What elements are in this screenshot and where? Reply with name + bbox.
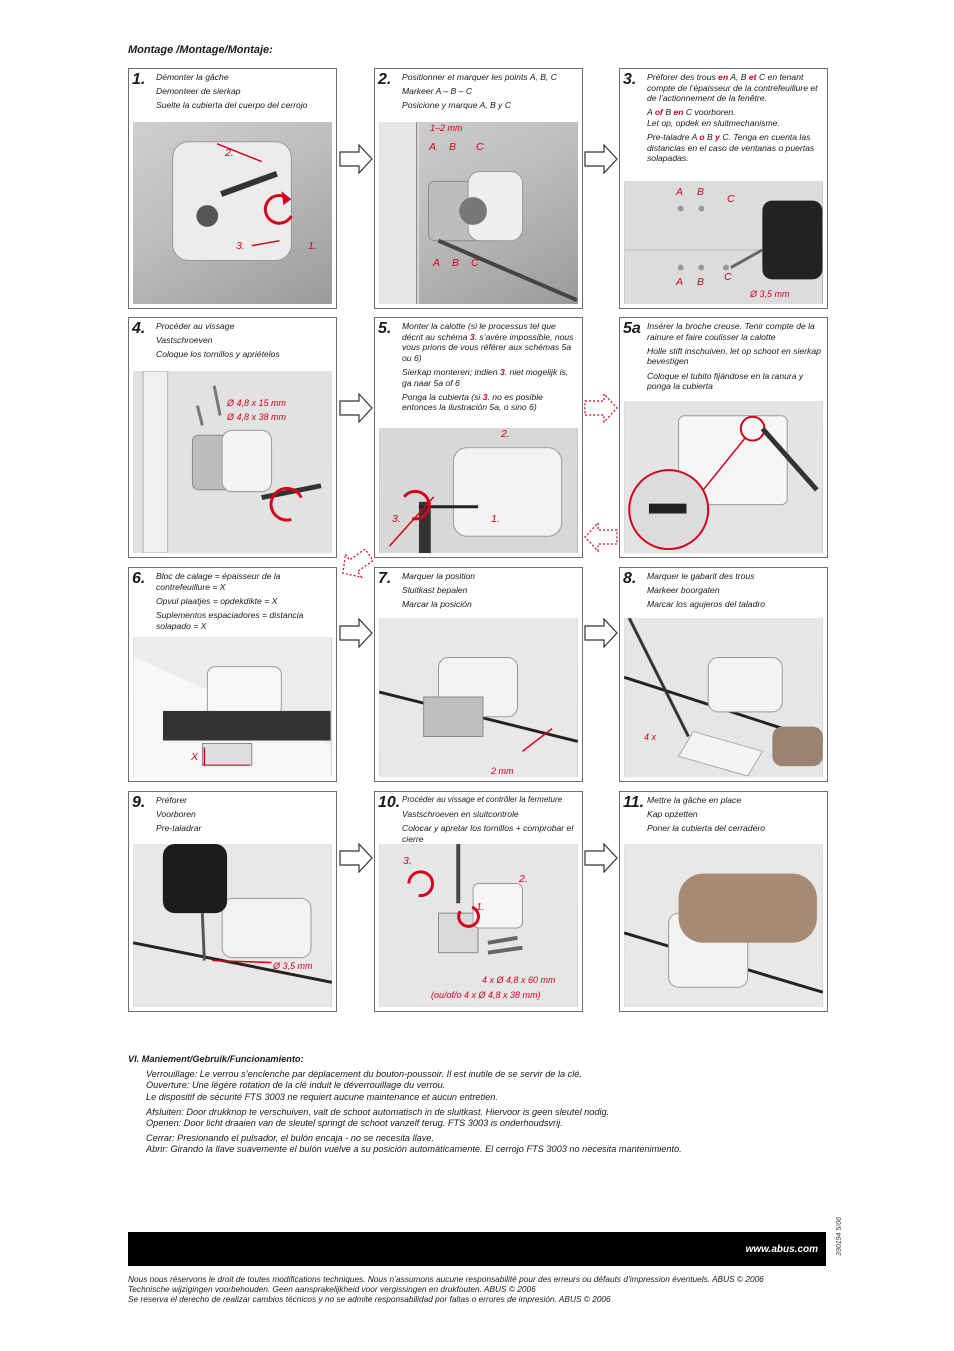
step-number: 7. — [378, 570, 392, 587]
step-number: 11. — [623, 794, 645, 811]
arrow-right-icon — [339, 618, 373, 648]
step-5 — [374, 317, 583, 558]
label-a-bottom: A — [676, 276, 684, 288]
step-text-nl: Opvul plaatjes = opdekdikte = X — [156, 595, 278, 606]
step-number: 6. — [132, 570, 146, 587]
step-text-nl: Vastschroeven — [156, 335, 213, 346]
step-5a-photo — [624, 401, 823, 553]
step-text-fr: Préforer des trous en A, B et C en tenant compte de l’épaisseur de la contrefeuillure et de l’actionnement de la fenêtre. — [647, 72, 818, 104]
step-1-photo — [133, 122, 332, 304]
step-text-nl: Holle stift inschuiven, let op schoot en sierkap bevestigen — [647, 345, 821, 367]
step-number: 5a — [623, 320, 641, 337]
step-text-nl: Vastschroeven en sluitcontrole — [402, 809, 519, 820]
arrow-left-dashed-icon — [584, 522, 618, 552]
handling-section — [128, 1054, 682, 1160]
step-number: 4. — [132, 320, 146, 337]
step-text-es: Posicione y marque A, B y C — [402, 100, 512, 111]
label-screw-38: Ø 4,8 x 38 mm — [227, 412, 287, 422]
step-text-es: Poner la cubierta del cerradero — [647, 823, 765, 834]
label-screws-38: (ou/of/o 4 x Ø 4,8 x 38 mm) — [431, 990, 541, 1000]
step-3-photo — [624, 181, 823, 304]
step-text-es: Coloque los tornillos y apriételos — [156, 349, 280, 360]
step-1 — [128, 68, 337, 309]
label-c-top: C — [727, 193, 735, 205]
arrow-right-dashed-icon — [584, 393, 618, 423]
step-text-nl: Markeer boorgaten — [647, 585, 720, 596]
step-10-photo — [379, 844, 578, 1007]
arrow-right-icon — [339, 843, 373, 873]
label-b-bottom: B — [697, 276, 705, 288]
position-illustration — [379, 618, 578, 777]
label-1: 1. — [476, 901, 485, 913]
arrow-right-icon — [339, 144, 373, 174]
step-2-photo — [379, 122, 578, 304]
step-text-fr: Insérer la broche creuse. Tenir compte de la rainure et faire coulisser la calotte — [647, 321, 815, 342]
label-diameter: Ø 3,5 mm — [750, 289, 790, 299]
step-text-fr: Procéder au vissage et contrôler la fermeture — [402, 795, 563, 804]
step-5a — [619, 317, 828, 558]
section-title: VI. Maniement/Gebruik/Funcionamiento: — [128, 1054, 304, 1064]
step-text-es: Suplementos espaciadores = distancia solapado = X — [156, 609, 304, 631]
handling-nl — [146, 1107, 682, 1129]
footer-bar — [128, 1232, 826, 1266]
label-a-bottom: A — [433, 257, 441, 269]
cover-mounting-illustration — [379, 428, 578, 553]
label-3: 3. — [236, 240, 245, 252]
step-number: 3. — [623, 71, 637, 88]
text-line: Openen: Door licht draaien van de sleutel springt de schoot vanzelf terug. FTS 3003 is onderhoudsvrij. — [146, 1118, 563, 1129]
label-2: 2. — [519, 873, 528, 885]
step-text-es: Marcar los agujeros del taladro — [647, 599, 765, 610]
step-number: 2. — [378, 71, 392, 88]
step-7-photo — [379, 618, 578, 777]
step-text-nl: A of B en C voorboren. — [647, 107, 736, 118]
website-link[interactable]: www.abus.com — [745, 1244, 818, 1255]
cover-placement-illustration — [624, 844, 823, 1007]
step-4 — [128, 317, 337, 558]
label-screw-15: Ø 4,8 x 15 mm — [227, 398, 287, 408]
arrow-right-icon — [339, 393, 373, 423]
step-8-photo — [624, 618, 823, 777]
step-text-nl: Demonteer de sierkap — [156, 86, 241, 97]
arrow-right-icon — [584, 618, 618, 648]
step-number: 10. — [378, 794, 401, 811]
step-number: 5. — [378, 320, 392, 337]
label-c-top: C — [476, 141, 484, 153]
label-3: 3. — [392, 513, 401, 525]
step-9-photo — [133, 844, 332, 1007]
step-6-photo — [133, 637, 332, 777]
step-number: 8. — [623, 570, 637, 587]
label-1: 1. — [308, 240, 317, 252]
step-6 — [128, 567, 337, 782]
page-header: Montage /Montage/Montaje: — [128, 44, 273, 56]
step-text-es: Coloque el tubito fijándose en la ranura y ponga la cubierta — [647, 370, 804, 392]
step-text-es: Suelte la cubierta del cuerpo del cerrojo — [156, 100, 308, 111]
step-text-es: Pre-taladre A o B y C. Tenga en cuenta las distancias en el caso de ventanas o puertas solapadas. — [647, 132, 815, 164]
label-2: 2. — [501, 428, 510, 440]
step-number: 1. — [132, 71, 146, 88]
document-code: 390194 5/06 — [836, 1217, 843, 1256]
label-x: X — [191, 751, 199, 763]
step-text-nl: Sierkap monteren; indien 3. niet mogelijk is, ga naar 5a of 6 — [402, 366, 569, 388]
step-text-fr: Procéder au vissage — [156, 321, 235, 331]
label-diameter: Ø 3,5 mm — [273, 961, 313, 971]
hole-template-illustration — [624, 618, 823, 777]
step-text-fr: Marquer le gabarit des trous — [647, 571, 755, 581]
hollow-pin-illustration — [624, 401, 823, 553]
step-text-fr: Monter la calotte (si le processus tel que décrit au schéma 3. s’avère impossible, nous vous prions de vous référer aux schémas 5a ou 6) — [402, 321, 574, 363]
step-text-nl: Sluitkast bepalen — [402, 585, 468, 596]
step-11-photo — [624, 844, 823, 1007]
step-8 — [619, 567, 828, 782]
step-11 — [619, 791, 828, 1012]
step-text-fr: Bloc de calage = épaisseur de la contrefeuillure = X — [156, 571, 281, 592]
arrow-right-icon — [584, 843, 618, 873]
label-gap: 1–2 mm — [430, 123, 463, 133]
step-5-photo — [379, 428, 578, 553]
label-count: 4 x — [644, 732, 657, 742]
text-line: Cerrar: Presionando el pulsador, el bulón encaja - no se necesita llave. — [146, 1133, 435, 1144]
handling-es — [146, 1133, 682, 1155]
label-screws-60: 4 x Ø 4,8 x 60 mm — [482, 975, 556, 985]
step-text-es: Ponga la cubierta (si 3. no es posible entonces la ilustración 5a, o sino 6) — [402, 391, 543, 413]
label-3: 3. — [403, 855, 412, 867]
step-text-nl: Kap opzetten — [647, 809, 698, 820]
step-text-es: Colocar y apretar los tornillos + comprobar el cierre — [402, 823, 574, 844]
step-text-fr: Positionner et marquer les points A, B, C — [402, 72, 557, 82]
disclaimer-nl: Technische wijzigingen voorbehouden. Geen aansprakelijkheid voor vergissingen en drukfouten. ABUS © 2006 — [128, 1283, 536, 1294]
step-text-nl: Voorboren — [156, 809, 196, 820]
text-line: Verrouillage: Le verrou s’enclenche par déplacement du bouton-poussoir. Il est inutile de se servir de la clé. — [146, 1069, 582, 1080]
label-b-top: B — [697, 186, 705, 198]
label-c-bottom: C — [724, 271, 732, 283]
step-10 — [374, 791, 583, 1012]
text-line: Abrir: Girando la llave suavemente el bulón vuelve a su posición automáticamente. El cerrojo FTS 3003 no necesita mantenimiento. — [146, 1144, 682, 1155]
spacer-illustration — [133, 637, 332, 777]
disclaimer-es: Se reserva el derecho de realizar cambios técnicos y no se admite responsabilidad por faltas o errores de impresión. ABUS © 2006 — [128, 1293, 611, 1304]
label-a-top: A — [676, 186, 684, 198]
step-text-fr: Mettre la gâche en place — [647, 795, 742, 805]
step-text-nl-2: Let op, opdek en sluitmechanisme. — [647, 117, 780, 128]
label-b-bottom: B — [452, 257, 460, 269]
pre-drilling-illustration — [133, 844, 332, 1007]
arrow-down-left-dashed-icon — [339, 549, 373, 579]
step-text-fr: Préforer — [156, 795, 188, 805]
label-2: 2. — [225, 147, 234, 159]
step-4-photo — [133, 371, 332, 553]
step-text-fr: Marquer la position — [402, 571, 476, 581]
label-1: 1. — [491, 513, 500, 525]
handling-fr — [146, 1069, 682, 1103]
text-line: Ouverture: Une légère rotation de la clé induit le déverrouillage du verrou. — [146, 1080, 446, 1091]
text-line: Le dispositif de sécurité FTS 3003 ne requiert aucune maintenance et aucun entretien. — [146, 1091, 498, 1102]
disclaimer-fr: Nous nous réservons le droit de toutes modifications techniques. Nous n’assumons aucune responsabilité pour des erreurs ou défauts d’impression éventuels. ABUS © 2006 — [128, 1274, 764, 1284]
label-c-bottom: C — [471, 257, 479, 269]
disclaimer — [128, 1275, 764, 1305]
label-a-top: A — [429, 141, 437, 153]
step-text-fr: Démonter la gâche — [156, 72, 229, 82]
step-3 — [619, 68, 828, 309]
step-number: 9. — [132, 794, 146, 811]
arrow-right-icon — [584, 144, 618, 174]
text-line: Afsluiten: Door drukknop te verschuiven, valt de schoot automatisch in de sluitkast. Hiervoor is geen sleutel nodig. — [146, 1106, 610, 1117]
label-2mm: 2 mm — [491, 766, 514, 776]
step-text-nl: Markeer A – B – C — [402, 86, 473, 97]
step-text-es: Pre-taladrar — [156, 823, 202, 834]
step-9 — [128, 791, 337, 1012]
step-2 — [374, 68, 583, 309]
step-7 — [374, 567, 583, 782]
drilling-illustration — [624, 181, 823, 304]
label-b-top: B — [449, 141, 457, 153]
step-text-es: Marcar la posición — [402, 599, 472, 610]
